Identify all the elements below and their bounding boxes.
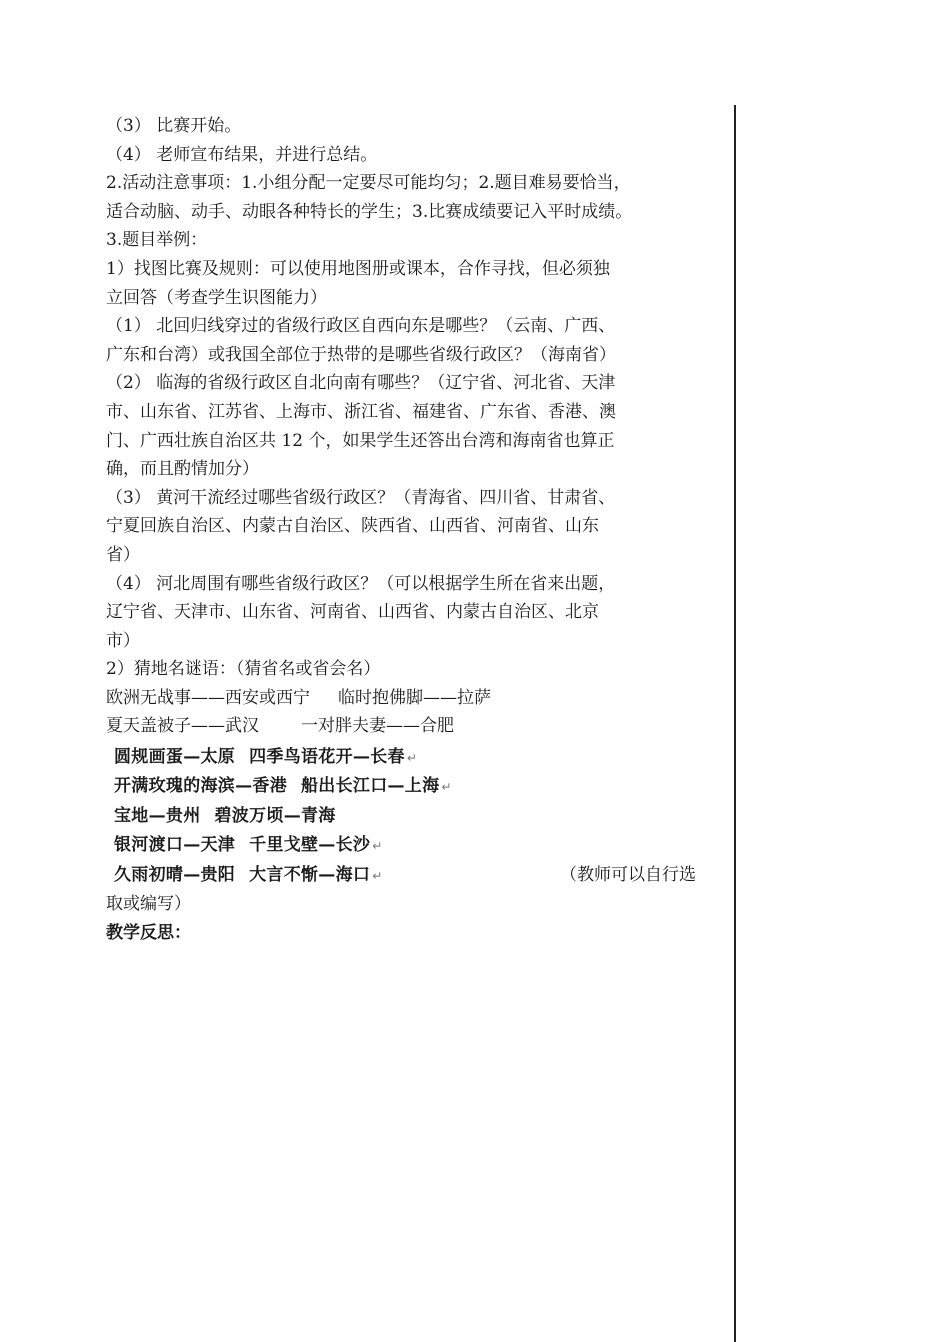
riddle-text: 船出长江口—上海: [301, 776, 440, 797]
riddle-text: 圆规画蛋—太原: [114, 747, 236, 768]
text-line: 辽宁省、天津市、山东省、河南省、山西省、内蒙古自治区、北京: [106, 602, 599, 623]
riddle-text: 银河渡口—天津: [114, 835, 236, 856]
text-line: 2）猜地名谜语：（猜省名或省会名）: [106, 659, 381, 680]
riddle-text: 久雨初晴—贵阳: [114, 864, 236, 885]
text-line: 2.活动注意事项：1.小组分配一定要尽可能均匀；2.题目难易要恰当，: [106, 173, 631, 194]
bold-riddle-list: [106, 743, 696, 890]
text-line: 1）找图比赛及规则：可以使用地图册或课本，合作寻找，但必须独: [106, 258, 610, 279]
paragraph-mark-icon: ↵: [441, 780, 452, 795]
teacher-note: （教师可以自行选: [560, 864, 696, 885]
text-line: 广东和台湾）或我国全部位于热带的是哪些省级行政区？（海南省）: [106, 344, 616, 365]
riddle-text: 一对胖夫妻——合肥: [301, 716, 454, 737]
bold-riddle-line: [106, 831, 696, 860]
text-line: （1） 北回归线穿过的省级行政区自西向东是哪些？（云南、广西、: [106, 316, 616, 337]
text-line: 市）: [106, 630, 140, 651]
riddle-text: 碧波万顷—青海: [214, 805, 336, 826]
text-line: 3.题目举例：: [106, 230, 208, 251]
riddle-text: 千里戈壁—长沙: [249, 835, 371, 856]
text-line: 省）: [106, 544, 140, 565]
text-line: 宁夏回族自治区、内蒙古自治区、陕西省、山西省、河南省、山东: [106, 516, 599, 537]
riddle-text: 开满玫瑰的海滨—香港: [114, 776, 287, 797]
teacher-note-continuation: 取或编写）: [106, 894, 191, 915]
bold-riddle-line: [106, 861, 696, 890]
riddle-text: 临时抱佛脚——拉萨: [338, 687, 491, 708]
text-line: 市、山东省、江苏省、上海市、浙江省、福建省、广东省、香港、澳: [106, 401, 616, 422]
riddle-pair-line: [106, 684, 696, 713]
bold-riddle-line: [106, 743, 696, 772]
paragraph-mark-icon: ↵: [372, 868, 383, 883]
riddle-text: 大言不惭—海口: [249, 864, 371, 885]
riddle-pair-line: [106, 712, 696, 741]
bold-riddle-line: [106, 772, 696, 801]
text-line: （3） 黄河干流经过哪些省级行政区？（青海省、四川省、甘肃省、: [106, 487, 616, 508]
text-line: 适合动脑、动手、动眼各种特长的学生；3.比赛成绩要记入平时成绩。: [106, 201, 633, 222]
reflection-heading: 教学反思：: [106, 922, 191, 943]
paragraph-mark-icon: ↵: [406, 751, 418, 766]
riddle-text: 四季鸟语花开—长春: [249, 747, 405, 768]
text-line: （4） 河北周围有哪些省级行政区？（可以根据学生所在省来出题，: [106, 573, 616, 594]
riddle-text: 欧洲无战事——西安或西宁: [106, 687, 310, 708]
text-line: （3） 比赛开始。: [106, 116, 242, 136]
document-body: [106, 112, 696, 947]
text-line: 门、广西壮族自治区共 12 个，如果学生还答出台湾和海南省也算正: [106, 430, 615, 451]
text-line: （2） 临海的省级行政区自北向南有哪些？（辽宁省、河北省、天津: [106, 373, 616, 394]
bold-riddle-line: [106, 802, 696, 831]
text-line: （4） 老师宣布结果，并进行总结。: [106, 144, 378, 165]
right-margin-rule: [734, 105, 736, 1342]
paragraph-mark-icon: ↵: [372, 839, 383, 854]
riddle-text: 宝地—贵州: [114, 805, 201, 826]
riddle-text: 夏天盖被子——武汉: [106, 716, 259, 737]
text-line: 立回答（考查学生识图能力）: [106, 287, 327, 308]
text-line: 确，而且酌情加分）: [106, 459, 259, 480]
